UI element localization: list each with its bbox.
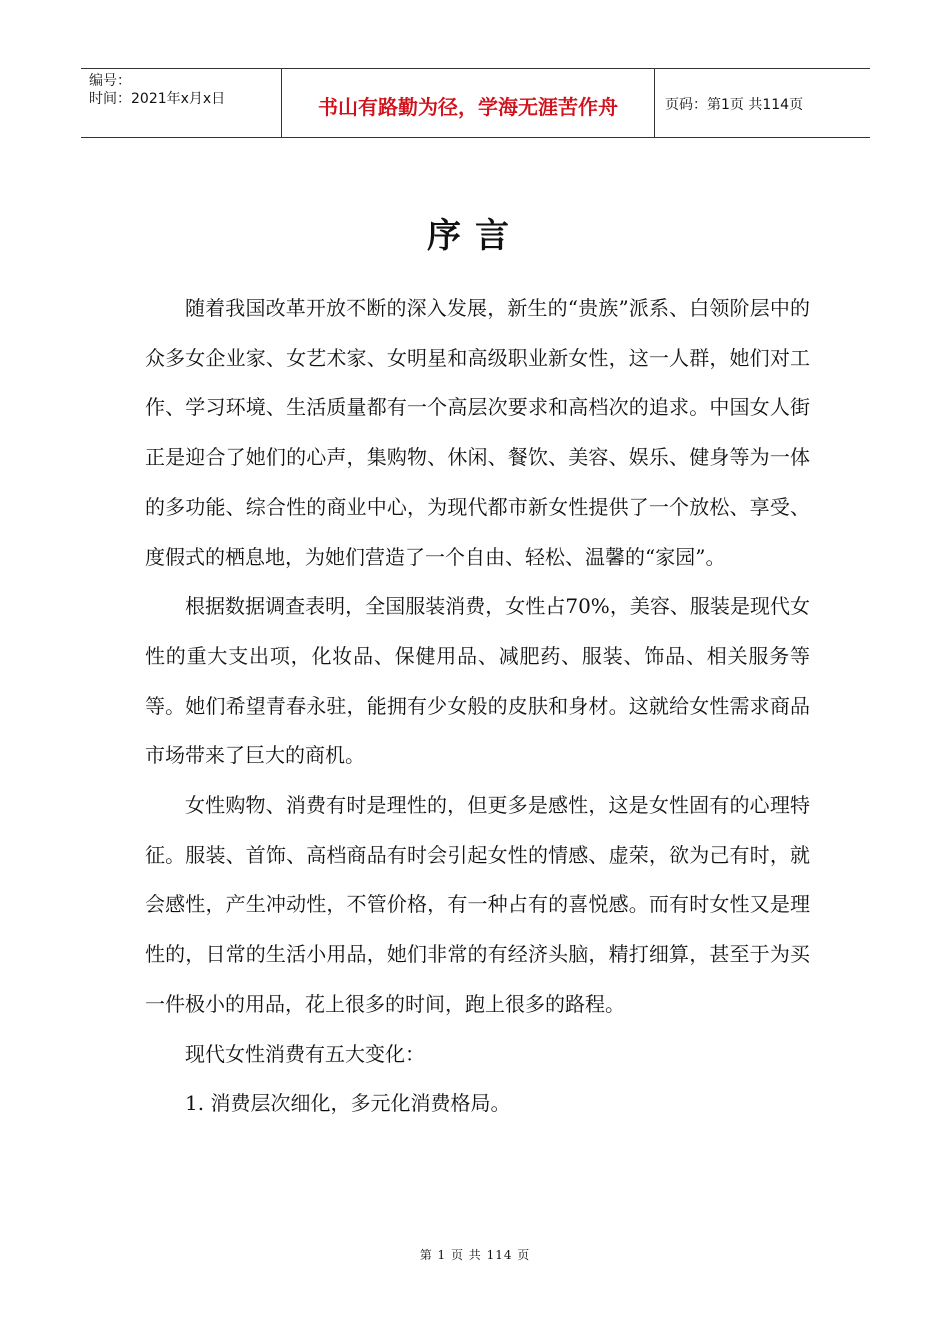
document-number-label: 编号： xyxy=(89,73,131,89)
paragraph: 女性购物、消费有时是理性的，但更多是感性，这是女性固有的心理特征。服装、首饰、高档商品有时会引起女性的情感、虚荣，欲为己有时，就会感性，产生冲动性，不管价格，有一种占有的喜悦感。而有时女性又是理性的，日常的生活小用品，她们非常的有经济头脑，精打细算，甚至于为买一件极小的用品，花上很多的时间，跑上很多的路程。 xyxy=(145,793,810,1016)
document-body xyxy=(145,284,810,1129)
header-meta xyxy=(81,69,282,137)
page-footer: 第 1 页 共 114 页 xyxy=(419,1248,531,1262)
document-time-label: 时间：2021年x月x日 xyxy=(89,91,226,107)
header-motto: 书山有路勤为径，学海无涯苦作舟 xyxy=(282,69,655,137)
page-title: 序言 xyxy=(427,216,523,256)
page-header xyxy=(81,68,870,138)
list-item: 1. 消费层次细化，多元化消费格局。 xyxy=(185,1091,511,1116)
header-page-info: 页码：第1页 共114页 xyxy=(665,97,804,113)
paragraph: 根据数据调查表明，全国服装消费，女性占70%，美容、服装是现代女性的重大支出项，化妆品、保健用品、减肥药、服装、饰品、相关服务等等。她们希望青春永驻，能拥有少女般的皮肤和身材。这就给女性需求商品市场带来了巨大的商机。 xyxy=(145,594,810,768)
paragraph: 随着我国改革开放不断的深入发展，新生的“贵族”派系、白领阶层中的众多女企业家、女艺术家、女明星和高级职业新女性，这一人群，她们对工作、学习环境、生活质量都有一个高层次要求和高档次的追求。中国女人街正是迎合了她们的心声，集购物、休闲、餐饮、美容、娱乐、健身等为一体的多功能、综合性的商业中心，为现代都市新女性提供了一个放松、享受、度假式的栖息地，为她们营造了一个自由、轻松、温馨的“家园”。 xyxy=(145,296,810,569)
paragraph: 现代女性消费有五大变化： xyxy=(185,1041,425,1066)
